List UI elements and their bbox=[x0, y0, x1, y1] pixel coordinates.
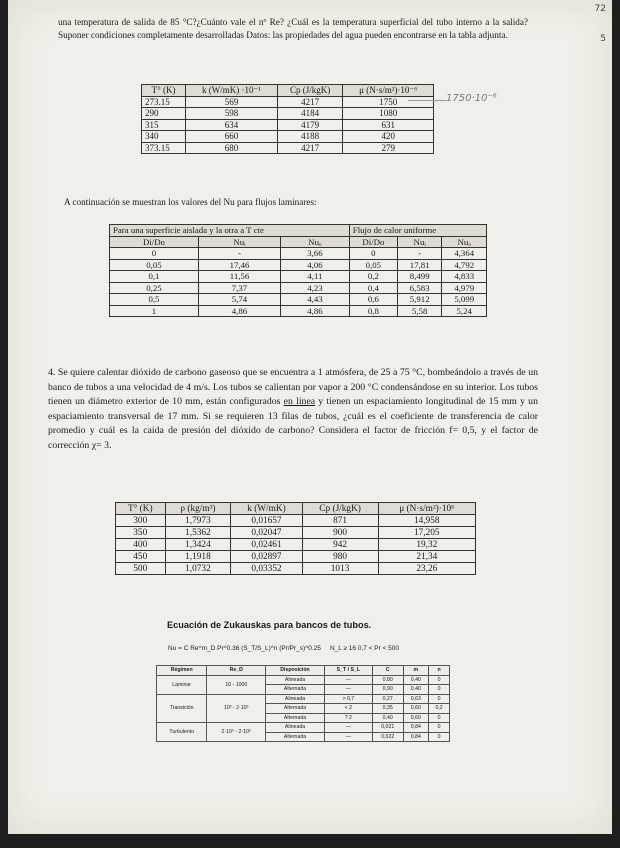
cell: ? 2 bbox=[324, 713, 372, 723]
cell: 0,80 bbox=[372, 675, 403, 685]
cell: Alternada bbox=[266, 685, 324, 695]
cell: Alternada bbox=[266, 704, 324, 714]
cell: 11,56 bbox=[198, 271, 280, 283]
cell: < 2 bbox=[324, 704, 372, 714]
table-header: Nuᵢ bbox=[397, 236, 442, 248]
cell: — bbox=[324, 723, 372, 733]
cell: 0,05 bbox=[110, 259, 199, 271]
cell: - bbox=[397, 248, 442, 260]
table-row bbox=[157, 675, 450, 685]
cell: 1080 bbox=[343, 108, 434, 120]
table-row bbox=[110, 305, 487, 317]
cell: 19,32 bbox=[378, 539, 475, 551]
table-row bbox=[157, 723, 450, 733]
cell: 4,43 bbox=[281, 294, 350, 306]
cell: 1 bbox=[110, 305, 199, 317]
cell: — bbox=[324, 732, 372, 742]
cell: Alternada bbox=[266, 732, 324, 742]
co2-properties-table bbox=[115, 502, 476, 575]
table-row bbox=[110, 282, 487, 294]
cell: 0,6 bbox=[349, 294, 397, 306]
table-header: Cp (J/kgK) bbox=[277, 85, 343, 97]
cell: 980 bbox=[302, 551, 378, 563]
zukauskas-title: Ecuación de Zukauskas para bancos de tubos. bbox=[167, 620, 372, 630]
zukauskas-equation: Nu = C Re^m_D Pr^0.36 (S_T/S_L)^n (Pr/Pr_s)^0.25 bbox=[168, 645, 321, 652]
underlined-text: en línea bbox=[283, 396, 316, 408]
cell: 0,60 bbox=[403, 713, 429, 723]
table-row bbox=[142, 142, 434, 154]
cell: 4,86 bbox=[281, 305, 350, 317]
cell: 0 bbox=[429, 675, 450, 685]
cell: 0,25 bbox=[110, 282, 199, 294]
cell: 4217 bbox=[277, 96, 343, 108]
table-row bbox=[110, 294, 487, 306]
cell: 4,06 bbox=[281, 259, 350, 271]
group-header-insulated: Para una superficie aislada y la otra a T cte bbox=[110, 225, 350, 237]
cell: Laminar bbox=[157, 675, 207, 694]
table-header: k (W/mK) ·10⁻¹ bbox=[186, 85, 278, 97]
cell: 1,5362 bbox=[165, 527, 231, 539]
cell: 5,099 bbox=[442, 294, 487, 306]
cell: — bbox=[324, 675, 372, 685]
table-header: Di/Do bbox=[349, 236, 397, 248]
cell: 4,86 bbox=[198, 305, 280, 317]
cell: 0,40 bbox=[403, 675, 429, 685]
handwritten-note: 1750·10⁻⁶ bbox=[446, 93, 497, 104]
cell: Alineada bbox=[266, 694, 324, 704]
document-page bbox=[8, 0, 612, 834]
nu-intro-text: A continuación se muestran los valores del Nu para flujos laminares: bbox=[64, 197, 317, 207]
cell: 23,26 bbox=[378, 563, 475, 575]
table-header: T° (K) bbox=[142, 85, 186, 97]
cell: 4179 bbox=[277, 119, 343, 131]
cell: 1750 bbox=[343, 96, 434, 108]
cell: 0,021 bbox=[372, 723, 403, 733]
cell: 5,24 bbox=[442, 305, 487, 317]
table-header: μ (N·s/m²)·10⁻⁶ bbox=[343, 85, 434, 97]
cell: 0,84 bbox=[403, 732, 429, 742]
table-header: ρ (kg/m³) bbox=[165, 503, 231, 515]
table-header: Di/Do bbox=[110, 236, 199, 248]
cell: 871 bbox=[302, 515, 378, 527]
cell: Transición bbox=[157, 694, 207, 723]
cell: 21,34 bbox=[378, 551, 475, 563]
cell: 4188 bbox=[277, 131, 343, 143]
table-header: Nuₒ bbox=[281, 236, 350, 248]
table-header: m bbox=[403, 666, 429, 676]
table-header: μ (N·s/m²)·10⁶ bbox=[378, 503, 475, 515]
table-header: Cp (J/kgK) bbox=[302, 503, 378, 515]
cell: 4,364 bbox=[442, 248, 487, 260]
table-header: k (W/mK) bbox=[231, 503, 302, 515]
cell: 4184 bbox=[277, 108, 343, 120]
cell: 300 bbox=[116, 515, 166, 527]
zukauskas-conditions: N_L ≥ 16 0,7 < Pr < 500 bbox=[329, 645, 400, 652]
cell: 900 bbox=[302, 527, 378, 539]
table-row bbox=[116, 515, 476, 527]
table-header: n bbox=[429, 666, 450, 676]
cell: Alternada bbox=[266, 713, 324, 723]
cell: 420 bbox=[343, 131, 434, 143]
cell: 17,205 bbox=[378, 527, 475, 539]
problem-4-part2: y tienen un espaciamiento longitudinal de 15 mm y un espaciamiento transversal de 17 mm. Si se requieren 13 filas de tubos, ¿cuál es el coeficiente de transferencia de calor promedio y cuál es la caída de presión del dióxido de carbono? Considera el factor de fricción f= 0,5, y el factor de corrección χ= 3. bbox=[48, 396, 538, 451]
table-row bbox=[142, 96, 434, 108]
table-row bbox=[157, 694, 450, 704]
cell: 500 bbox=[116, 563, 166, 575]
cell: 273.15 bbox=[142, 96, 186, 108]
cell: 0,02047 bbox=[231, 527, 302, 539]
group-header-uniform-flux: Flujo de calor uniforme bbox=[349, 225, 486, 237]
cell: 0,02461 bbox=[231, 539, 302, 551]
margin-mark-top: 72 bbox=[594, 4, 606, 14]
cell: — bbox=[324, 685, 372, 695]
nusselt-table bbox=[109, 224, 487, 317]
cell: 450 bbox=[116, 551, 166, 563]
intro-paragraph bbox=[58, 16, 528, 41]
cell: 631 bbox=[343, 119, 434, 131]
cell: Alineada bbox=[266, 675, 324, 685]
cell: 0 bbox=[429, 685, 450, 695]
cell: 5,74 bbox=[198, 294, 280, 306]
cell: 634 bbox=[186, 119, 278, 131]
cell: 14,958 bbox=[378, 515, 475, 527]
table-header: Nuᵢ bbox=[198, 236, 280, 248]
cell: 0,8 bbox=[349, 305, 397, 317]
cell: 0 bbox=[110, 248, 199, 260]
cell: 10 - 1000 bbox=[207, 675, 266, 694]
cell: 279 bbox=[343, 142, 434, 154]
table-row bbox=[116, 551, 476, 563]
table-header: Nuₒ bbox=[442, 236, 487, 248]
margin-mark-side: 5 bbox=[600, 34, 606, 44]
problem-4-part1: 4. Se quiere calentar dióxido de carbono gaseoso que se encuentra a 1 atmósfera, de 25 a 75 °C, bombeándolo a través de un banco de tubos a una velocidad de 4 m/s. Los tubos se calientan por vapor a 200 °C condensándose en su interior. Los tubos tienen un diámetro exterior de 10 mm, están configurados bbox=[48, 367, 538, 408]
cell: 0,01657 bbox=[231, 515, 302, 527]
water-properties-table bbox=[141, 84, 434, 154]
cell: 2·10⁵ - 2·10⁶ bbox=[207, 723, 266, 742]
cell: 4217 bbox=[277, 142, 343, 154]
table-row bbox=[116, 527, 476, 539]
problem-4 bbox=[48, 366, 538, 454]
cell: 0 bbox=[429, 732, 450, 742]
zukauskas-equation-row bbox=[168, 645, 438, 652]
table-row bbox=[142, 131, 434, 143]
table-row bbox=[110, 248, 487, 260]
cell: 0,1 bbox=[110, 271, 199, 283]
cell: Alineada bbox=[266, 723, 324, 733]
cell: 942 bbox=[302, 539, 378, 551]
cell: 4,792 bbox=[442, 259, 487, 271]
cell: 1,0732 bbox=[165, 563, 231, 575]
table-row bbox=[110, 271, 487, 283]
problem-4-text bbox=[48, 366, 538, 454]
cell: 0,2 bbox=[349, 271, 397, 283]
cell: - bbox=[198, 248, 280, 260]
cell: 17,81 bbox=[397, 259, 442, 271]
cell: 0,40 bbox=[372, 713, 403, 723]
cell: 0,40 bbox=[403, 685, 429, 695]
intro-text: una temperatura de salida de 85 °C?¿Cuánto vale el nº Re? ¿Cuál es la temperatura superficial del tubo interno a la salida? Suponer condiciones completamente desarrolladas Datos: las propiedades del agua pueden encontrarse en la tabla adjunta. bbox=[58, 17, 528, 40]
cell: 680 bbox=[186, 142, 278, 154]
cell: 400 bbox=[116, 539, 166, 551]
cell: 290 bbox=[142, 108, 186, 120]
table-header: T° (K) bbox=[116, 503, 166, 515]
cell: 5,912 bbox=[397, 294, 442, 306]
cell: 0,4 bbox=[349, 282, 397, 294]
nu-intro-paragraph bbox=[64, 196, 544, 209]
table-header: C bbox=[372, 666, 403, 676]
handwritten-arrow bbox=[408, 100, 446, 101]
cell: 0 bbox=[429, 694, 450, 704]
table-row bbox=[110, 259, 487, 271]
cell: 0,03352 bbox=[231, 563, 302, 575]
cell: 4,23 bbox=[281, 282, 350, 294]
table-row bbox=[116, 539, 476, 551]
cell: > 0,7 bbox=[324, 694, 372, 704]
cell: 0,05 bbox=[349, 259, 397, 271]
table-header: S_T / S_L bbox=[324, 666, 372, 676]
cell: 6,583 bbox=[397, 282, 442, 294]
cell: 0,35 bbox=[372, 704, 403, 714]
cell: 17,46 bbox=[198, 259, 280, 271]
cell: 3,66 bbox=[281, 248, 350, 260]
cell: 315 bbox=[142, 119, 186, 131]
cell: 350 bbox=[116, 527, 166, 539]
cell: 1,1918 bbox=[165, 551, 231, 563]
cell: 0,02897 bbox=[231, 551, 302, 563]
cell: 1,7973 bbox=[165, 515, 231, 527]
cell: 0,90 bbox=[372, 685, 403, 695]
cell: 373.15 bbox=[142, 142, 186, 154]
cell: 569 bbox=[186, 96, 278, 108]
cell: 598 bbox=[186, 108, 278, 120]
cell: Turbulento bbox=[157, 723, 207, 742]
table-row bbox=[116, 563, 476, 575]
cell: 5,58 bbox=[397, 305, 442, 317]
cell: 1013 bbox=[302, 563, 378, 575]
cell: 4,833 bbox=[442, 271, 487, 283]
cell: 4,11 bbox=[281, 271, 350, 283]
cell: 0,5 bbox=[110, 294, 199, 306]
table-row bbox=[142, 119, 434, 131]
table-header: Disposición bbox=[266, 666, 324, 676]
zukauskas-table bbox=[156, 665, 450, 742]
cell: 0,27 bbox=[372, 694, 403, 704]
cell: 0 bbox=[429, 713, 450, 723]
cell: 0,2 bbox=[429, 704, 450, 714]
cell: 0,84 bbox=[403, 723, 429, 733]
cell: 8,499 bbox=[397, 271, 442, 283]
cell: 1,3424 bbox=[165, 539, 231, 551]
cell: 0,60 bbox=[403, 704, 429, 714]
table-header: Re_D bbox=[207, 666, 266, 676]
cell: 0,63 bbox=[403, 694, 429, 704]
cell: 0,022 bbox=[372, 732, 403, 742]
cell: 660 bbox=[186, 131, 278, 143]
cell: 0 bbox=[349, 248, 397, 260]
zukauskas-figure bbox=[156, 633, 450, 785]
cell: 0 bbox=[429, 723, 450, 733]
cell: 4,979 bbox=[442, 282, 487, 294]
cell: 340 bbox=[142, 131, 186, 143]
cell: 7,37 bbox=[198, 282, 280, 294]
cell: 10³ - 2·10⁵ bbox=[207, 694, 266, 723]
table-row bbox=[142, 108, 434, 120]
table-header: Régimen bbox=[157, 666, 207, 676]
